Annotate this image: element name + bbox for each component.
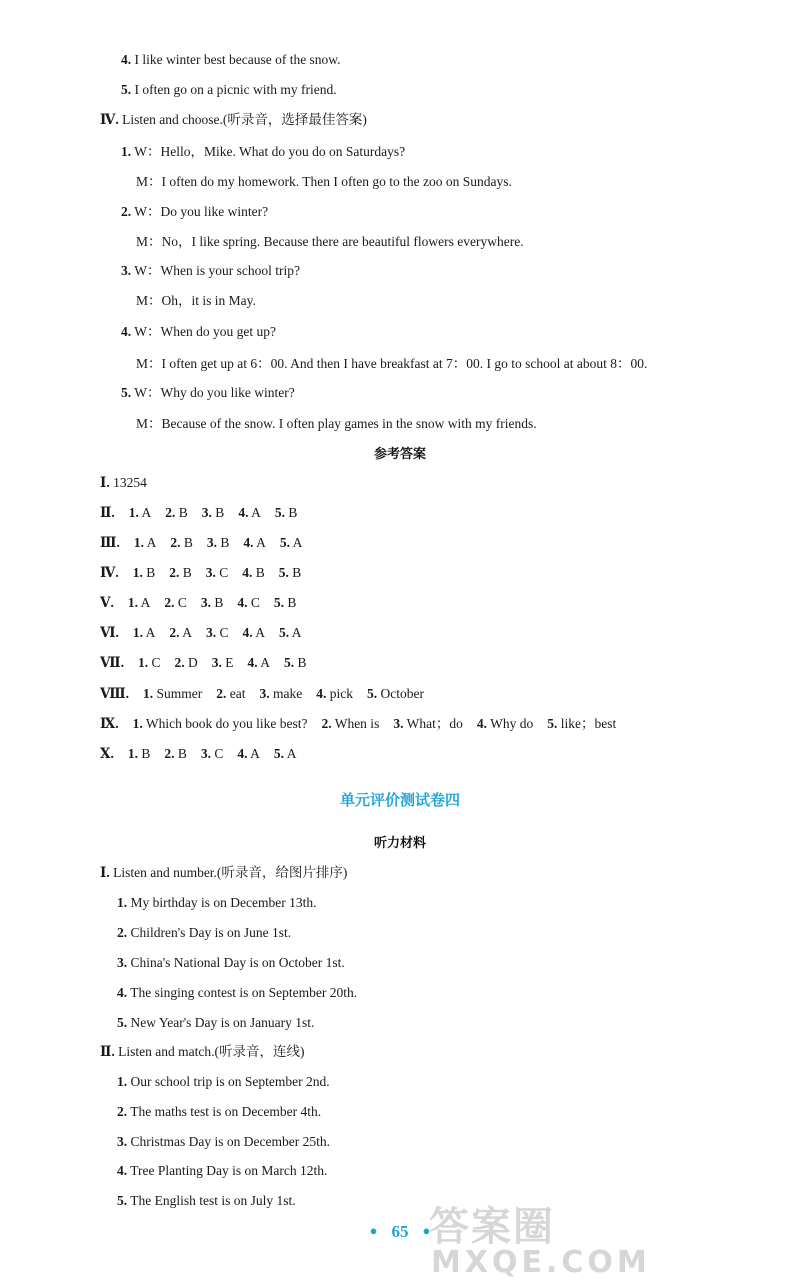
list-item: 5. New Year's Day is on January 1st. bbox=[117, 1015, 315, 1030]
answer-row: Ⅹ. 1. B 2. B 3. C 4. A 5. A bbox=[100, 746, 297, 761]
unit-title: 单元评价测试卷四 bbox=[339, 791, 460, 809]
answer-row: Ⅰ. 13254 bbox=[100, 475, 147, 490]
list-item: 4. I like winter best because of the snow. bbox=[121, 52, 341, 67]
dialogue-m: M：Oh，it is in May. bbox=[136, 293, 256, 308]
answers-title: 参考答案 bbox=[373, 447, 426, 462]
list-item: 4. The singing contest is on September 20th. bbox=[117, 985, 358, 1000]
dialogue-w: 3. W：When is your school trip? bbox=[121, 263, 300, 278]
list-item: 3. China's National Day is on October 1st. bbox=[117, 955, 345, 970]
list-item: 1. My birthday is on December 13th. bbox=[117, 895, 317, 910]
dialogue-m: M：Because of the snow. I often play games in the snow with my friends. bbox=[136, 416, 537, 431]
list-item: 1. Our school trip is on September 2nd. bbox=[117, 1074, 330, 1089]
list-item: 2. The maths test is on December 4th. bbox=[117, 1104, 322, 1119]
watermark-logo bbox=[425, 1195, 793, 1283]
answer-row: Ⅳ. 1. B 2. B 3. C 4. B 5. B bbox=[100, 565, 302, 580]
section-heading: Ⅳ. Listen and choose.(听录音，选择最佳答案) bbox=[100, 112, 367, 127]
answer-row: Ⅵ. 1. A 2. A 3. C 4. A 5. A bbox=[100, 625, 302, 640]
dialogue-w: 5. W：Why do you like winter? bbox=[121, 385, 295, 400]
watermark-text: 答案圈 bbox=[429, 1204, 555, 1250]
list-item: 5. The English test is on July 1st. bbox=[117, 1193, 296, 1208]
section-heading: Ⅰ. Listen and number.(听录音，给图片排序) bbox=[100, 865, 348, 880]
answer-row: Ⅲ. 1. A 2. B 3. B 4. A 5. A bbox=[100, 535, 303, 550]
dialogue-w: 2. W：Do you like winter? bbox=[121, 204, 269, 219]
list-item: 2. Children's Day is on June 1st. bbox=[117, 925, 292, 940]
section-heading: Ⅱ. Listen and match.(听录音，连线) bbox=[100, 1044, 305, 1059]
list-item: 5. I often go on a picnic with my friend. bbox=[121, 82, 337, 97]
list-item: 4. Tree Planting Day is on March 12th. bbox=[117, 1163, 328, 1178]
answer-row: Ⅱ. 1. A 2. B 3. B 4. A 5. B bbox=[100, 505, 298, 520]
dialogue-w: 1. W：Hello，Mike. What do you do on Saturdays? bbox=[121, 144, 406, 159]
answer-row: Ⅶ. 1. C 2. D 3. E 4. A 5. B bbox=[100, 655, 307, 670]
dialogue-m: M：I often do my homework. Then I often go to the zoo on Sundays. bbox=[136, 174, 512, 189]
list-item: 3. Christmas Day is on December 25th. bbox=[117, 1134, 330, 1149]
answer-row: Ⅷ. 1. Summer 2. eat 3. make 4. pick 5. October bbox=[100, 686, 425, 701]
dialogue-m: M：I often get up at 6：00. And then I have breakfast at 7：00. I go to school at about 8：00. bbox=[136, 356, 648, 371]
page-number: ● 65 ● bbox=[369, 1222, 431, 1241]
dialogue-w: 4. W：When do you get up? bbox=[121, 324, 276, 339]
answer-row: Ⅴ. 1. A 2. C 3. B 4. C 5. B bbox=[100, 595, 297, 610]
answer-row: Ⅸ. 1. Which book do you like best? 2. When is 3. What；do 4. Why do 5. like；best bbox=[100, 716, 617, 731]
watermark-url: MXQE.COM bbox=[431, 1245, 651, 1280]
dialogue-m: M：No，I like spring. Because there are beautiful flowers everywhere. bbox=[136, 234, 524, 249]
listening-title: 听力材料 bbox=[373, 836, 426, 851]
